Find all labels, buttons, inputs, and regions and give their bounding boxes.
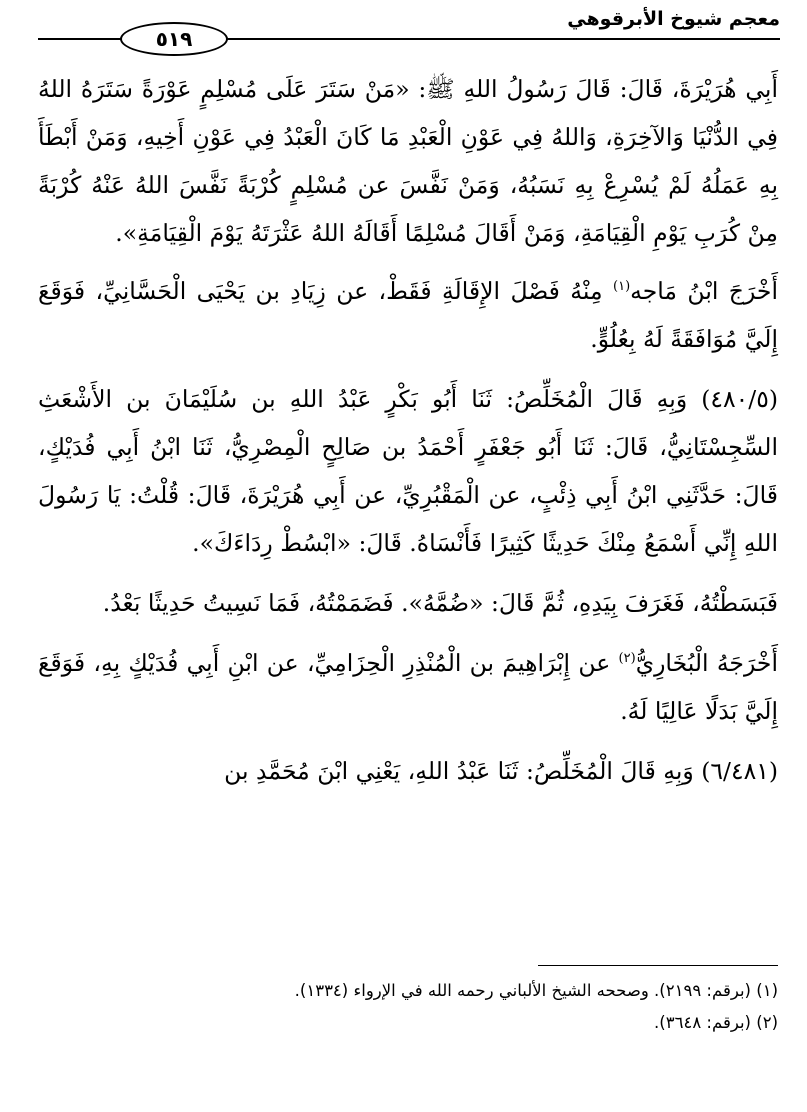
- takhrij-rest: عن إِبْرَاهِيمَ بن الْمُنْذِرِ الْحِزَامِيِّ، عن ابْنِ أَبِي فُدَيْكٍ بِهِ، فَوَقَعَ إِلَيَّ بَدَلًا عَالِيًا لَهُ.: [38, 649, 778, 725]
- page-number: ٥١٩: [120, 22, 228, 56]
- hadith-continuation: فَبَسَطْتُهُ، فَغَرَفَ بِيَدِهِ، ثُمَّ قَالَ: «ضُمَّهُ». فَضَمَمْتُهُ، فَمَا نَسِيتُ حَدِيثًا بَعْدُ.: [102, 589, 778, 617]
- takhrij-paragraph: [38, 639, 778, 735]
- footnotes: [38, 975, 778, 1039]
- hadith-paragraph: (٦/٤٨١) وَبِهِ قَالَ الْمُخَلِّصُ: ثَنَا عَبْدُ اللهِ، يَعْنِي ابْنَ مُحَمَّدِ بن: [224, 757, 778, 785]
- footnote-ref-1: (١): [613, 279, 631, 294]
- book-title: معجم شيوخ الأبرقوهي: [567, 8, 780, 30]
- hadith-paragraph: أَبِي هُرَيْرَةَ، قَالَ: قَالَ رَسُولُ اللهِ ﷺ: «مَنْ سَتَرَ عَلَى مُسْلِمٍ عَوْرَةً سَتَرَهُ اللهُ فِي الدُّنْيَا وَالآخِرَةِ، وَاللهُ فِي عَوْنِ الْعَبْدِ مَا كَانَ الْعَبْدُ فِي عَوْنِ أَخِيهِ، وَمَنْ أَبْطَأَ بِهِ عَمَلُهُ لَمْ يُسْرِعْ بِهِ نَسَبُهُ، وَمَنْ نَفَّسَ عن مُسْلِمٍ كُرْبَةً نَفَّسَ اللهُ عَنْهُ كُرْبَةً مِنْ كُرَبِ يَوْمِ الْقِيَامَةِ، وَمَنْ أَقَالَ مُسْلِمًا أَقَالَهُ اللهُ عَثْرَتَهُ يَوْمَ الْقِيَامَةِ».: [38, 75, 778, 247]
- hadith-paragraph: (٤٨٠/٥) وَبِهِ قَالَ الْمُخَلِّصُ: ثَنَا أَبُو بَكْرٍ عَبْدُ اللهِ بن سُلَيْمَانَ بن الأَشْعَثِ السِّجِسْتَانِيُّ، قَالَ: ثَنَا أَبُو جَعْفَرٍ أَحْمَدُ بن صَالِحٍ الْمِصْرِيُّ، ثَنَا ابْنُ أَبِي فُدَيْكٍ، قَالَ: حَدَّثَنِي ابْنُ أَبِي ذِئْبٍ، عن الْمَقْبُرِيِّ، عن أَبِي هُرَيْرَةَ، قَالَ: قُلْتُ: يَا رَسُولَ اللهِ إِنِّي أَسْمَعُ مِنْكَ حَدِيثًا كَثِيرًا فَأَنْسَاهُ. قَالَ: «ابْسُطْ رِدَاءَكَ».: [38, 385, 778, 557]
- footnote-1: (١) (برقم: ٢١٩٩). وصححه الشيخ الألباني رحمه الله في الإرواء (١٣٣٤).: [294, 981, 778, 1000]
- takhrij-rest: مِنْهُ فَصْلَ الإِقَالَةِ فَقَطْ، عن زِيَادِ بن يَحْيَى الْحَسَّانِيِّ، فَوَقَعَ إِلَيَّ مُوَافَقَةً لَهُ بِعُلُوٍّ.: [38, 277, 778, 353]
- page-header: [38, 8, 780, 51]
- main-text: [38, 65, 778, 805]
- takhrij-paragraph: [38, 267, 778, 363]
- takhrij-lead: أَخْرَجَ ابْنُ مَاجه: [630, 277, 778, 305]
- footnote-2: (٢) (برقم: ٣٦٤٨).: [654, 1013, 778, 1032]
- footnote-ref-2: (٢): [618, 651, 636, 666]
- takhrij-lead: أَخْرَجَهُ الْبُخَارِيُّ: [635, 649, 778, 677]
- footnote-divider: [538, 965, 778, 966]
